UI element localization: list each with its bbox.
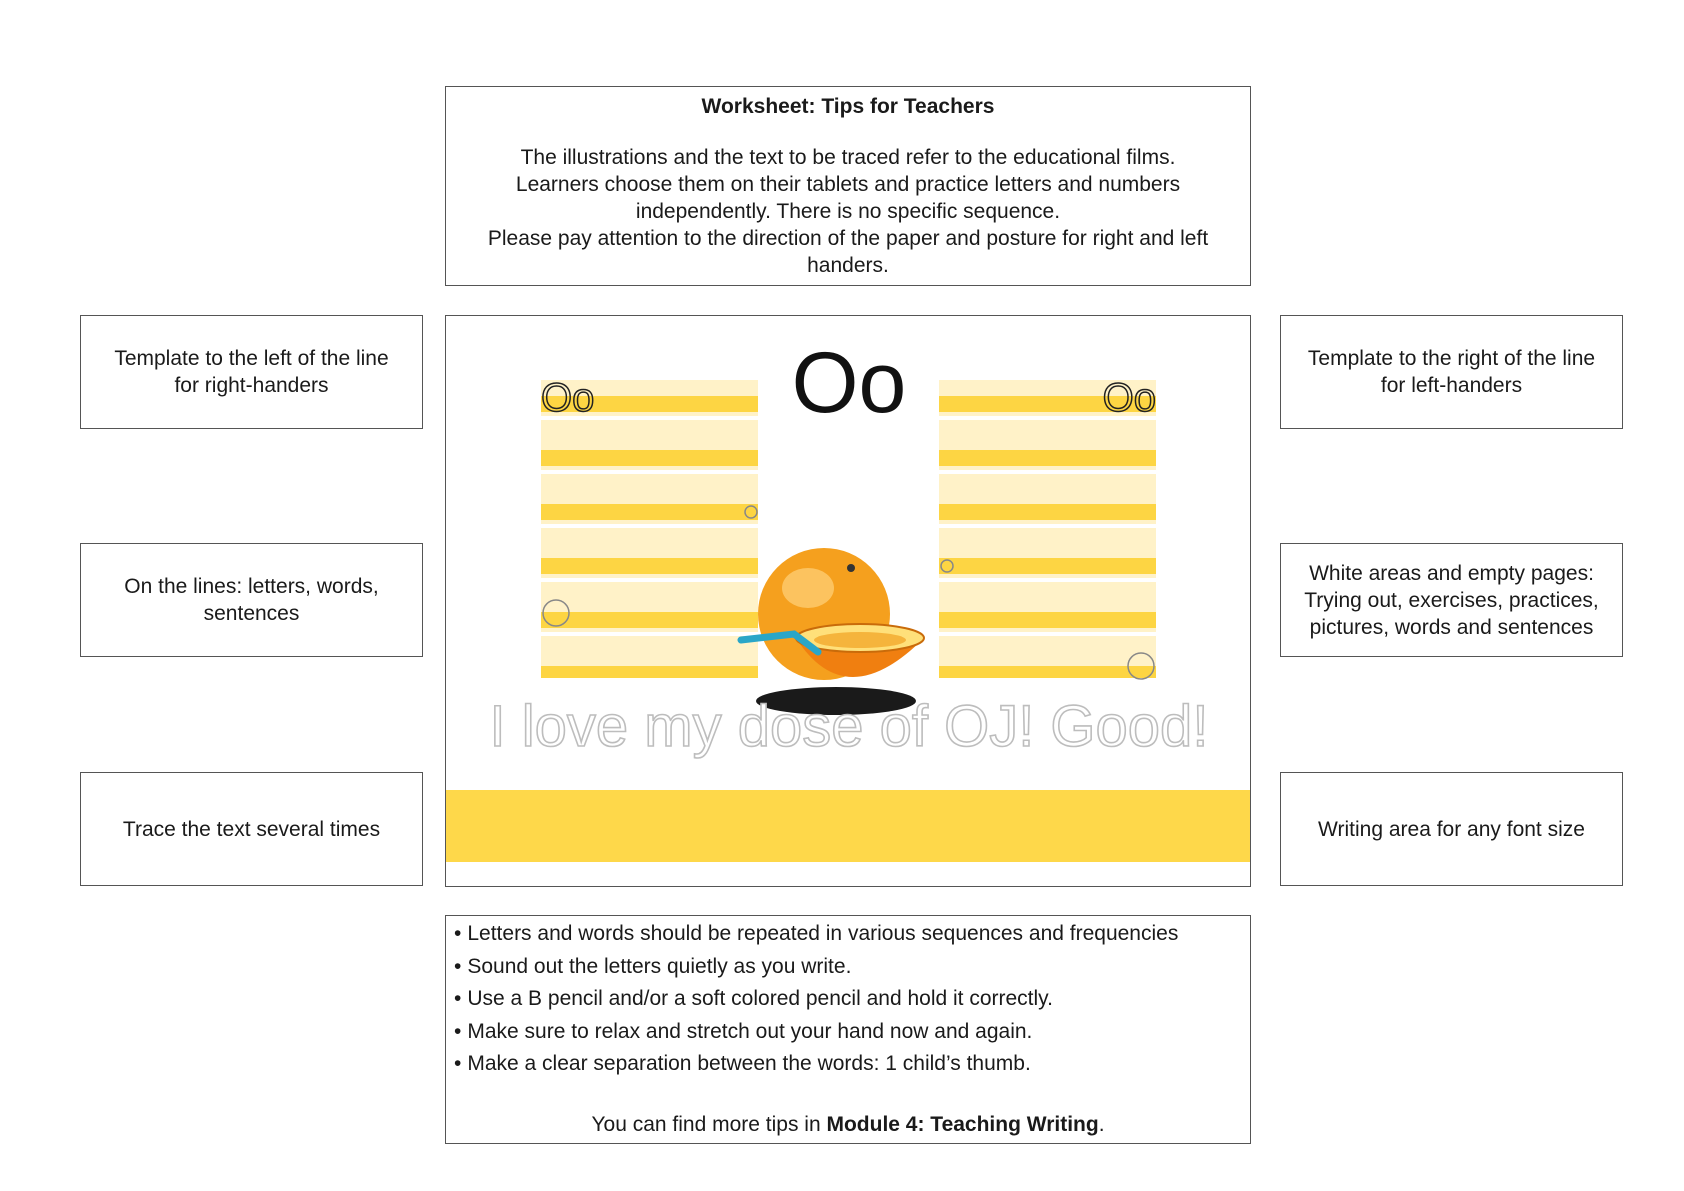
header-line-4: Please pay attention to the direction of the paper and posture for right and left <box>487 227 1209 250</box>
more-tips-suffix: . <box>1098 1112 1105 1136</box>
header-line-3: independently. There is no specific sequence. <box>635 200 1061 223</box>
note-line: sentences <box>203 602 300 625</box>
featured-letter: Oo <box>791 335 907 431</box>
header-line-2: Learners choose them on their tablets and practice letters and numbers <box>515 173 1181 196</box>
worksheet-title: Worksheet: Tips for Teachers <box>701 95 995 118</box>
trace-text: I love my dose of OJ! Good! <box>489 694 1209 759</box>
tip-item: • Make sure to relax and stretch out your hand now and again. <box>454 1016 1242 1049</box>
left-template-letters: Oo <box>541 376 595 420</box>
note-line: Template to the left of the line <box>114 347 389 370</box>
note-line: pictures, words and sentences <box>1309 615 1594 639</box>
note-template-left <box>80 315 423 429</box>
note-line: Writing area for any font size <box>1318 817 1585 841</box>
note-template-right <box>1280 315 1623 429</box>
teacher-tips-header-box <box>445 86 1251 286</box>
orange-juice-icon <box>741 548 924 715</box>
tip-item: • Sound out the letters quietly as you write. <box>454 951 1242 984</box>
note-line: Template to the right of the line <box>1307 347 1596 370</box>
left-line-template <box>541 376 758 678</box>
tip-item: • Make a clear separation between the words: 1 child’s thumb. <box>454 1048 1242 1081</box>
note-line: for left-handers <box>1380 374 1523 397</box>
tips-list <box>454 918 1242 1081</box>
note-writing-area <box>1280 772 1623 886</box>
tip-item: • Use a B pencil and/or a soft colored pencil and hold it correctly. <box>454 983 1242 1016</box>
more-tips <box>446 1109 1250 1142</box>
note-line: Trying out, exercises, practices, <box>1304 588 1599 612</box>
note-line: White areas and empty pages: <box>1309 561 1594 585</box>
writing-band <box>446 790 1251 862</box>
right-line-template <box>939 376 1156 679</box>
more-tips-prefix: You can find more tips in <box>591 1112 827 1136</box>
header-line-5: handers. <box>807 254 889 277</box>
note-white-areas <box>1280 543 1623 657</box>
module-reference: Module 4: Teaching Writing <box>826 1112 1099 1136</box>
worksheet-illustration <box>446 316 1251 887</box>
note-line: for right-handers <box>174 374 329 397</box>
right-template-letters: Oo <box>1102 376 1156 420</box>
note-trace <box>80 772 423 886</box>
note-on-lines <box>80 543 423 657</box>
header-line-1: The illustrations and the text to be traced refer to the educational films. <box>520 146 1176 169</box>
tip-item: • Letters and words should be repeated in various sequences and frequencies <box>454 918 1242 951</box>
note-line: Trace the text several times <box>122 817 381 841</box>
note-line: On the lines: letters, words, <box>124 575 379 598</box>
worksheet-preview <box>445 315 1251 887</box>
writing-tips-box <box>445 915 1251 1144</box>
